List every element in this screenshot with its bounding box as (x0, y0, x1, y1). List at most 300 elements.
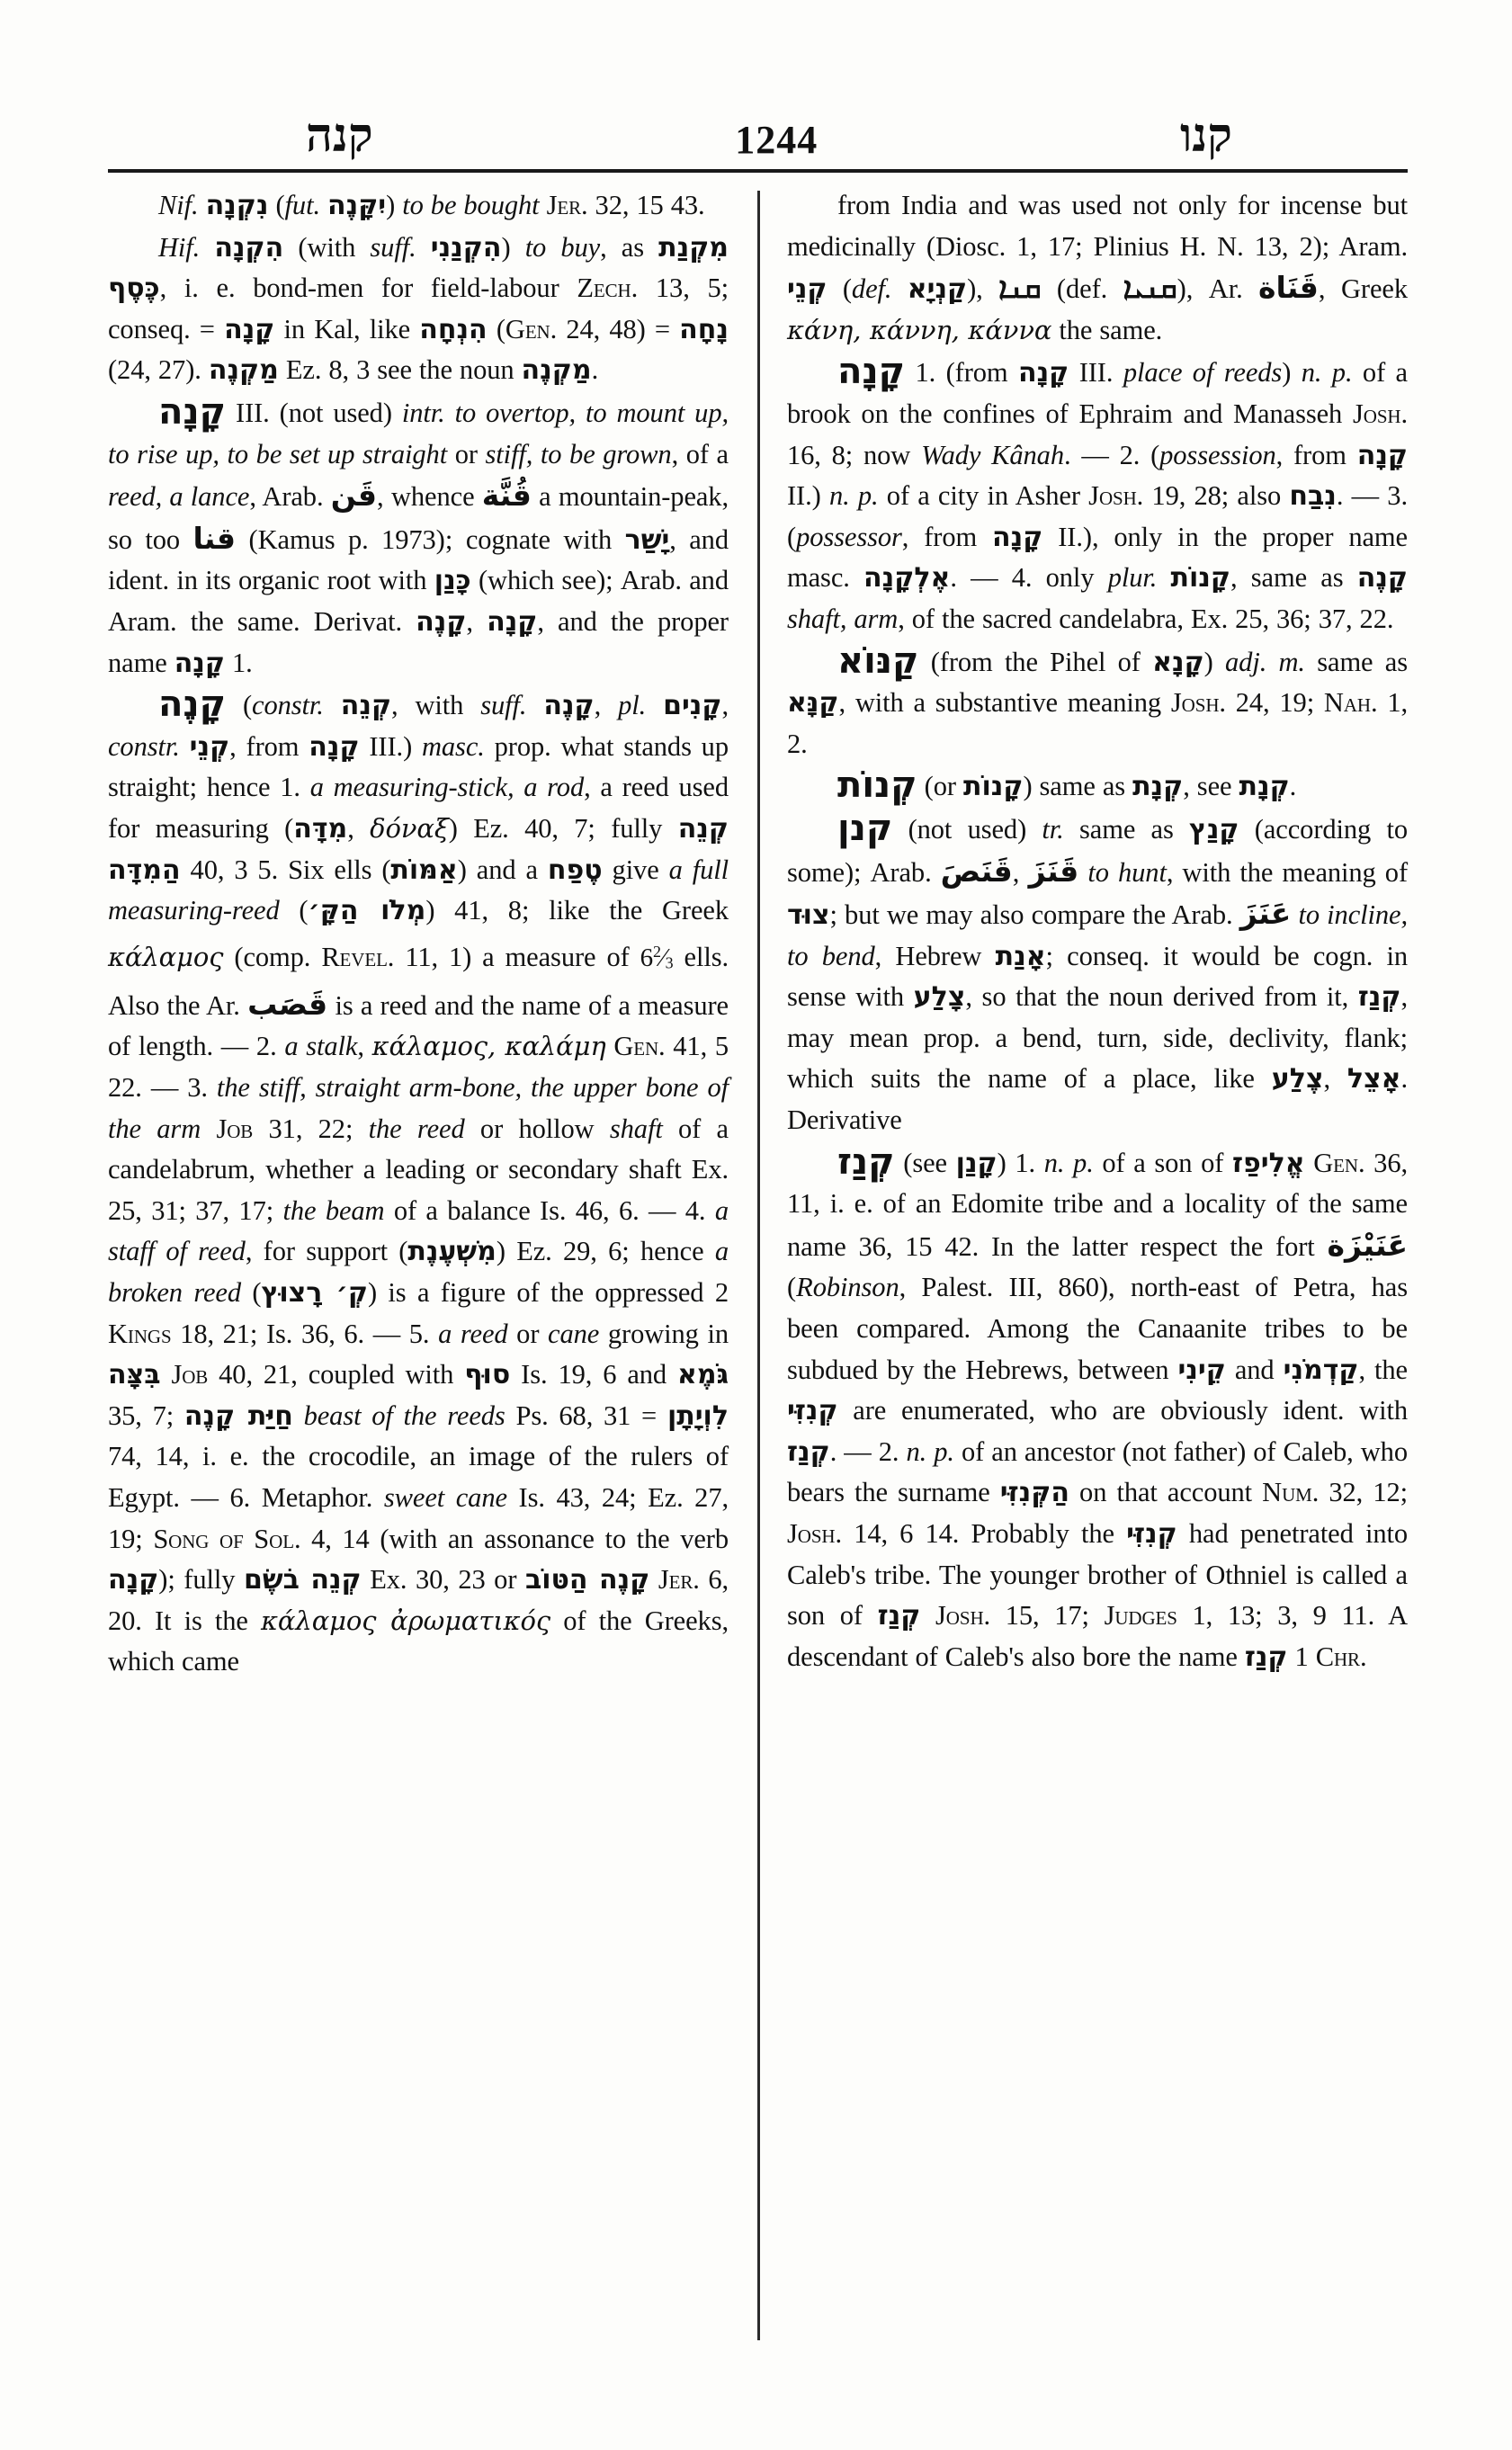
gloss-italic: plur. (1107, 562, 1158, 594)
gloss-italic: to hunt (1087, 856, 1167, 888)
body-text: 35, 7; (108, 1399, 184, 1431)
gloss-italic: shaft, arm (787, 603, 899, 634)
body-text: 1, 2. (787, 687, 1409, 759)
body-text (324, 690, 341, 720)
hebrew-word: קָנָה (487, 605, 538, 638)
gloss-italic: a reed (438, 1318, 508, 1349)
entry-paragraph (108, 392, 729, 684)
body-text: a mountain-peak, so too (108, 481, 729, 555)
gloss-italic: the stiff, straight arm-bone, the upper bone of the arm (108, 1072, 729, 1144)
greek-word: κάλαμος, καλάμη (371, 1031, 606, 1062)
body-text: same as (1063, 813, 1189, 845)
hebrew-word: קָנָה (158, 390, 227, 433)
hebrew-word: קְנֵי (189, 730, 230, 763)
scripture-reference: Num. (1262, 1477, 1320, 1508)
gloss-italic: to be bought (402, 190, 540, 220)
hebrew-word: הִנְחָה (419, 313, 488, 345)
hebrew-word: קַדְמֹנִי (1283, 1354, 1359, 1386)
body-text: III. (1069, 357, 1123, 389)
arabic-word: قَنَزَ (1028, 853, 1079, 889)
scripture-reference: Josh. (1170, 687, 1226, 719)
hebrew-word: מַקְנֶה (521, 354, 592, 387)
gloss-italic: stiff, to be grown (485, 438, 672, 469)
body-text: Ez. 8, 3 see the noun (278, 354, 522, 386)
body-text (891, 273, 907, 304)
hebrew-word: יָשַׁר (624, 523, 670, 556)
body-text: ( (787, 1272, 797, 1303)
running-head-right-headword: קנו (1179, 111, 1232, 162)
gloss-italic: Robinson (796, 1272, 899, 1303)
hebrew-word: קְנָת (1132, 771, 1184, 803)
gloss-italic: def. (851, 273, 892, 305)
body-text: . — 2. ( (1063, 439, 1160, 470)
body-text: Ex. 30, 23 or (361, 1564, 525, 1596)
body-text: in Kal, like (274, 313, 420, 344)
body-text: 32, 12; (1319, 1477, 1408, 1508)
entry-paragraph (108, 185, 729, 227)
body-text: ) 1. (997, 1147, 1044, 1178)
header-rule (108, 169, 1408, 173)
body-text (180, 731, 190, 762)
body-text: , with the meaning of (1166, 856, 1408, 888)
body-text: of a brook on the confines of Ephraim and Manasseh (787, 357, 1408, 429)
hebrew-word: קְנַז (877, 1600, 921, 1632)
arabic-word: ܩܢܝܐ (1123, 270, 1177, 306)
body-text (1291, 899, 1298, 930)
hebrew-word: חַיַּת קָנֶה (183, 1399, 293, 1432)
hebrew-word: קָנוֹת (962, 771, 1024, 803)
hebrew-word: קְנֵה הַמִדָּה (108, 812, 729, 886)
gloss-italic: Hif. (158, 231, 201, 263)
scripture-reference: Josh. (1088, 480, 1144, 512)
body-columns (108, 185, 1408, 2362)
hebrew-word: קְנַז (787, 1435, 830, 1468)
hebrew-word: קָנָא (1152, 646, 1204, 678)
body-text: , Arab. (249, 481, 331, 513)
body-text: growing in (599, 1318, 729, 1349)
body-text: 24, 19; (1225, 687, 1324, 719)
gloss-italic: beast of the reeds (303, 1399, 505, 1431)
scripture-reference: Gen. (505, 313, 558, 344)
body-text: (or (917, 771, 963, 802)
gloss-italic: cane (548, 1318, 600, 1349)
body-text: ( (827, 273, 852, 305)
body-text: is a reed and the name of a measure of length. — 2. (108, 989, 729, 1062)
gloss-italic: possession (1159, 439, 1276, 470)
body-text: ( (226, 690, 253, 721)
body-text: ) is a figure of the oppressed 2 (367, 1277, 729, 1308)
body-text: , so that the noun derived from it, (965, 981, 1358, 1013)
body-text (293, 1400, 304, 1431)
body-text: of a balance Is. 46, 6. — 4. (384, 1194, 715, 1226)
greek-word: κάνη, κάννη, κάννα (787, 314, 1052, 345)
scripture-reference: Josh. (935, 1600, 991, 1632)
body-text: of a city in Asher (878, 480, 1089, 512)
body-text: , with (391, 690, 481, 721)
gloss-italic: Nif. (158, 190, 199, 220)
gloss-italic: a staff of reed (108, 1194, 729, 1267)
body-text (526, 690, 543, 720)
hebrew-word: קָנַן (955, 1147, 998, 1179)
entry-paragraph (787, 765, 1408, 808)
body-text: are enumerated, who are obviously ident. with (837, 1395, 1408, 1426)
body-text: 36, 11, i. e. of an Edomite tribe and a locality of the same name 36, 15 42. In the latter respect the fort (787, 1147, 1408, 1262)
arabic-word: قَنَاة (1257, 270, 1319, 306)
entry-paragraph (787, 1142, 1408, 1678)
body-text: . Derivative (787, 1063, 1408, 1136)
gloss-italic: the reed (368, 1113, 465, 1144)
gloss-italic: reed, a lance (108, 481, 250, 513)
gloss-italic: place of reeds (1123, 357, 1283, 389)
scripture-reference: Revel. (321, 941, 395, 972)
body-text: 1, 13; 3, 9 11. A descendant of Caleb's also bore the name (787, 1600, 1409, 1672)
body-text: 74, 14, i. e. the crocodile, an image of the rulers of Egypt. — 6. Metaphor. (108, 1441, 729, 1513)
hebrew-word: קָנָה (174, 647, 225, 679)
body-text: 40, 21, coupled with (208, 1359, 465, 1390)
body-text: ); fully (158, 1564, 244, 1596)
arabic-word: قُنَّة (481, 478, 532, 514)
body-text: , and ident. in its organic root with (108, 523, 729, 596)
body-text: , as (600, 231, 659, 263)
body-text: ) Ez. 29, 6; hence (496, 1236, 715, 1267)
hebrew-word: אֱלִיפַז (1232, 1147, 1305, 1179)
gloss-italic: constr. (252, 690, 324, 721)
body-text (1078, 857, 1087, 888)
scripture-reference: Jer. (658, 1564, 700, 1596)
body-text: , and the proper name (108, 605, 729, 678)
gloss-italic: to incline, to bend (787, 899, 1408, 971)
hebrew-word: כָּנַן (434, 565, 471, 597)
gloss-italic: a broken reed (108, 1236, 729, 1308)
hebrew-word: הִקְנָה (214, 231, 284, 264)
column-right (787, 185, 1408, 2362)
scripture-reference: Gen. (613, 1031, 666, 1062)
hebrew-word: סוּף (464, 1359, 511, 1391)
body-text: of a candelabrum, whether a leading or secondary shaft Ex. 25, 31; 37, 17; (108, 1113, 729, 1226)
body-text (201, 1113, 216, 1144)
hebrew-word: גֹּמֶא (677, 1359, 729, 1391)
hebrew-word: קְנֵה (340, 690, 392, 722)
body-text: III. (not used) (226, 397, 402, 428)
entry-paragraph (787, 352, 1408, 639)
body-text: 11, 1) a measure of $6^2⁄_3$ ells. Also the Ar. (108, 941, 729, 1021)
scripture-reference: Job (171, 1359, 209, 1390)
hebrew-word: קָנוֹת (1170, 562, 1230, 595)
body-text: 18, 21; Is. 36, 6. — 5. (171, 1318, 439, 1349)
body-text: (from the Pihel of (918, 646, 1153, 677)
body-text (1305, 1148, 1314, 1178)
hebrew-word: נִקְנָה (205, 190, 269, 221)
body-text: the same. (1051, 314, 1163, 345)
running-head (135, 97, 1385, 160)
body-text: or (447, 438, 486, 469)
gloss-italic: possessor (796, 521, 902, 552)
body-text: (comp. (223, 941, 322, 972)
body-text: , may mean prop. a bend, turn, side, declivity, flank; which suits the name of a place, like (787, 981, 1408, 1095)
body-text: 40, 3 5. Six ells ( (180, 854, 391, 885)
gloss-italic: sweet cane (383, 1481, 507, 1513)
body-text: same as (1304, 646, 1408, 677)
body-text: ( (268, 190, 285, 220)
arabic-word: قَصَب (247, 986, 328, 1022)
body-text: ( (487, 313, 505, 344)
body-text: ) Ez. 40, 7; fully (448, 812, 678, 844)
hebrew-word: אַמּוֹת (390, 854, 458, 886)
hebrew-word: קָנֶה הַטּוֹב (524, 1564, 650, 1596)
hebrew-word: קָנֶה (543, 690, 595, 722)
body-text: Is. 19, 6 and (510, 1359, 678, 1390)
hebrew-word: קָנָה (992, 521, 1043, 553)
hebrew-word: קְנֵה בֹשֶׂם (243, 1564, 362, 1596)
hebrew-word: קָנַץ (1189, 813, 1239, 845)
body-text: , a reed used for measuring ( (108, 772, 729, 844)
running-head-left-headword: קנה (306, 111, 373, 162)
body-text (540, 190, 547, 220)
body-text: 15, 17; (990, 1600, 1105, 1632)
hebrew-word: צֶלַע (1271, 1063, 1324, 1095)
body-text: ) same as (1023, 771, 1133, 802)
body-text (200, 232, 214, 263)
greek-word: κάλαμος ἀρωματικός (261, 1605, 551, 1636)
body-text: ) (386, 190, 403, 220)
body-text: (24, 27). (108, 354, 209, 386)
hebrew-word: לִוְיָתָן (667, 1399, 729, 1432)
hebrew-word: מִשְׁעֶנֶת (407, 1236, 497, 1268)
gloss-italic: intr. to overtop, to mount up, to rise up, to be set up straight (108, 397, 729, 469)
body-text: II.), only in the proper name masc. (787, 521, 1408, 594)
body-text: 19, 28; also (1143, 480, 1290, 512)
entry-paragraph (787, 185, 1408, 351)
gloss-italic: n. p. (906, 1435, 954, 1467)
hebrew-word: נָחָה (679, 313, 729, 345)
body-text: 6, 20. It is the (108, 1564, 729, 1636)
body-text: 16, 8; now (787, 439, 922, 470)
body-text: ) and a (457, 854, 548, 885)
body-text: 31, 22; (253, 1113, 369, 1144)
scripture-reference: Jer. (546, 190, 588, 220)
body-text: , from (1275, 439, 1357, 470)
hebrew-word: קְנִזִּי (787, 1395, 838, 1427)
body-text: on that account (1069, 1477, 1263, 1508)
hebrew-word: בִּצָּה (108, 1359, 161, 1391)
gloss-italic: shaft (609, 1113, 663, 1144)
scripture-reference: Josh. (787, 1518, 843, 1549)
body-text: ) 41, 8; like the Greek (425, 895, 729, 926)
body-text: , Palest. III, 860), north-east of Petra, has been compared. Among the Canaanite tribes to be subdued by the Hebrews, between (787, 1272, 1408, 1385)
body-text (416, 232, 431, 263)
gloss-italic: Wady Kânah (921, 439, 1064, 470)
greek-word: κάλαμος (108, 941, 224, 972)
body-text: ) (1282, 357, 1302, 389)
body-text: . — 2. (829, 1435, 907, 1467)
body-text: from India and was used not only for incense but medicinally (Diosc. 1, 17; Plinius H. N. 13, 2); Aram. (787, 190, 1408, 262)
scripture-reference: Song of Sol. (153, 1523, 301, 1554)
body-text: ; conseq. it would be cogn. in sense with (787, 940, 1409, 1013)
arabic-word: قَن (330, 478, 378, 514)
scripture-reference: Nah. (1323, 687, 1378, 719)
body-text: (according to some); Arab. (787, 813, 1408, 888)
body-text: 1. (from (905, 357, 1018, 389)
hebrew-word: קָנָה (1356, 439, 1408, 471)
hebrew-word: אֶלְקָנָה (863, 562, 951, 595)
body-text: ( (241, 1277, 262, 1308)
body-text: , of the sacred candelabra, Ex. 25, 36; 37, 22. (898, 603, 1394, 634)
body-text (920, 1600, 935, 1631)
entry-paragraph (108, 684, 729, 1683)
scripture-reference: Judges (1104, 1600, 1177, 1632)
body-text: (see (894, 1147, 956, 1178)
hebrew-word: קְנַז (1357, 981, 1401, 1014)
body-text: . (1289, 771, 1297, 802)
body-text: 14, 6 14. Probably the (842, 1518, 1127, 1549)
body-text: ), Ar. (1176, 273, 1258, 305)
body-text: (not used) (892, 813, 1042, 845)
column-divider (757, 191, 760, 2340)
body-text: , (721, 690, 729, 721)
body-text: or (507, 1318, 549, 1349)
gloss-italic: constr. (108, 730, 180, 762)
body-text: , (594, 690, 619, 721)
body-text: prop. what stands up straight; hence 1. (108, 730, 729, 803)
hebrew-word: קָנָה (1017, 357, 1069, 389)
body-text: . — 3. ( (787, 480, 1408, 552)
body-text: , Greek (1318, 273, 1408, 305)
body-text: . (591, 354, 599, 386)
gloss-italic: a measuring-stick, a rod (309, 772, 585, 803)
hebrew-word: מְלֹו הַקָּ׳ (308, 895, 426, 927)
body-text: , from (901, 521, 993, 552)
hebrew-word: צוּד (787, 899, 830, 932)
hebrew-word: קֵינִי (1177, 1354, 1226, 1386)
gloss-italic: a full measuring-reed (108, 854, 729, 926)
body-text (199, 190, 206, 220)
body-text: 1. (224, 647, 253, 678)
gloss-italic: pl. (618, 690, 647, 721)
hebrew-word: הַקְּנִזִּי (999, 1477, 1069, 1509)
hebrew-word: קְנָת (1239, 771, 1290, 803)
hebrew-word: צָלַע (913, 981, 966, 1014)
body-text: of a son of (1093, 1147, 1232, 1178)
column-left (108, 185, 729, 2362)
fraction: $6^2⁄_3$ (640, 942, 674, 972)
body-text: 13, 5; conseq. = (108, 273, 729, 344)
body-text: , (357, 1031, 372, 1062)
body-text: give (602, 854, 669, 885)
gloss-italic: n. p. (1043, 1147, 1094, 1178)
entry-paragraph (787, 641, 1408, 765)
body-text: and (1225, 1354, 1284, 1385)
body-text: , (347, 812, 371, 844)
body-text: 32, 15 43. (587, 190, 705, 220)
entry-paragraph (787, 809, 1408, 1141)
hebrew-word: אָצֵל (1346, 1063, 1401, 1095)
gloss-italic: the beam (282, 1194, 385, 1226)
gloss-italic: n. p. (828, 480, 879, 512)
body-text: Is. 43, 24; Ez. 27, 19; (108, 1481, 729, 1554)
arabic-word: قنا (192, 520, 236, 556)
hebrew-word: קְ׳ רָצוּץ (261, 1277, 368, 1309)
body-text: , from (229, 730, 309, 762)
hebrew-word: מִקְנַת כֶּסֶף (108, 231, 729, 305)
body-text: (with (283, 231, 371, 263)
body-text: , (1012, 856, 1029, 888)
scripture-reference: Job (216, 1113, 254, 1144)
hebrew-word: קנן (837, 807, 893, 849)
hebrew-word: קָנָה (224, 313, 275, 345)
hebrew-word: יִקָּנֶה (327, 190, 387, 221)
body-text: (def. (1041, 273, 1123, 305)
body-text: or hollow (464, 1113, 610, 1144)
body-text: , whence (377, 481, 482, 513)
body-text: 24, 48) = (557, 313, 680, 344)
arabic-word: ܩܢܐ (998, 270, 1042, 306)
scripture-reference: Kings (108, 1318, 172, 1349)
body-text: had penetrated into Caleb's tribe. The younger brother of Othniel is called a son of (787, 1518, 1408, 1632)
body-text: of the Greeks, which came (108, 1605, 729, 1677)
body-text: ), (967, 273, 999, 305)
body-text: II.) (787, 480, 829, 512)
body-text (649, 1564, 658, 1595)
body-text: ( (279, 895, 309, 926)
hebrew-word: קָנָה (309, 730, 360, 763)
gloss-italic: a stalk (284, 1031, 358, 1062)
scripture-reference: Zech. (577, 273, 639, 304)
hebrew-word: טֶפַח (547, 854, 603, 886)
body-text: , with a substantive meaning (838, 687, 1171, 719)
hebrew-word: נִבַח (1289, 480, 1337, 513)
body-text: Ps. 68, 31 = (505, 1399, 667, 1431)
hebrew-word: קָנָה (108, 1564, 159, 1596)
body-text: , see (1183, 771, 1239, 802)
hebrew-word: קָנִים (663, 690, 722, 722)
gloss-italic: suff. (370, 231, 416, 263)
body-text: , for support ( (245, 1236, 408, 1267)
gloss-italic: fut. (284, 190, 320, 220)
arabic-word: عَنَزَ (1239, 896, 1292, 932)
arabic-word: عَنَيْزَة (1327, 1227, 1408, 1263)
hebrew-word: קְנַז (1244, 1641, 1288, 1673)
hebrew-word: מַקְנֶה (208, 354, 279, 387)
body-text (161, 1359, 172, 1390)
body-text: 1 (1287, 1641, 1316, 1672)
hebrew-word: קַנְיָא (907, 273, 968, 306)
body-text: , (466, 605, 488, 637)
hebrew-word: קַנּוֹא (837, 639, 919, 682)
gloss-italic: to buy (524, 231, 601, 263)
body-text: (Kamus p. 1973); cognate with (235, 523, 625, 555)
body-text: , (1323, 1063, 1347, 1095)
gloss-italic: suff. (480, 690, 527, 721)
body-text (320, 190, 327, 220)
gloss-italic: adj. m. (1225, 646, 1305, 677)
body-text (1157, 562, 1170, 593)
body-text: , of a (671, 438, 729, 469)
hebrew-word: מִדָּה (293, 812, 348, 845)
body-text: ) (1203, 646, 1226, 677)
body-text: , the (1358, 1354, 1408, 1385)
body-text: ; but we may also compare the Arab. (829, 899, 1240, 931)
body-text: , same as (1230, 562, 1357, 594)
body-text: 4, 14 (with an assonance to the verb (300, 1523, 729, 1554)
hebrew-word: קַנָּא (787, 687, 839, 720)
arabic-word: قَنَصَ (940, 853, 1013, 889)
body-text: , Hebrew (874, 940, 996, 971)
body-text: . — 4. only (950, 562, 1108, 594)
scripture-reference: Gen. (1313, 1147, 1365, 1178)
gloss-italic: masc. (421, 730, 485, 762)
greek-word: δόναξ (370, 812, 449, 844)
entry-paragraph (108, 228, 729, 391)
